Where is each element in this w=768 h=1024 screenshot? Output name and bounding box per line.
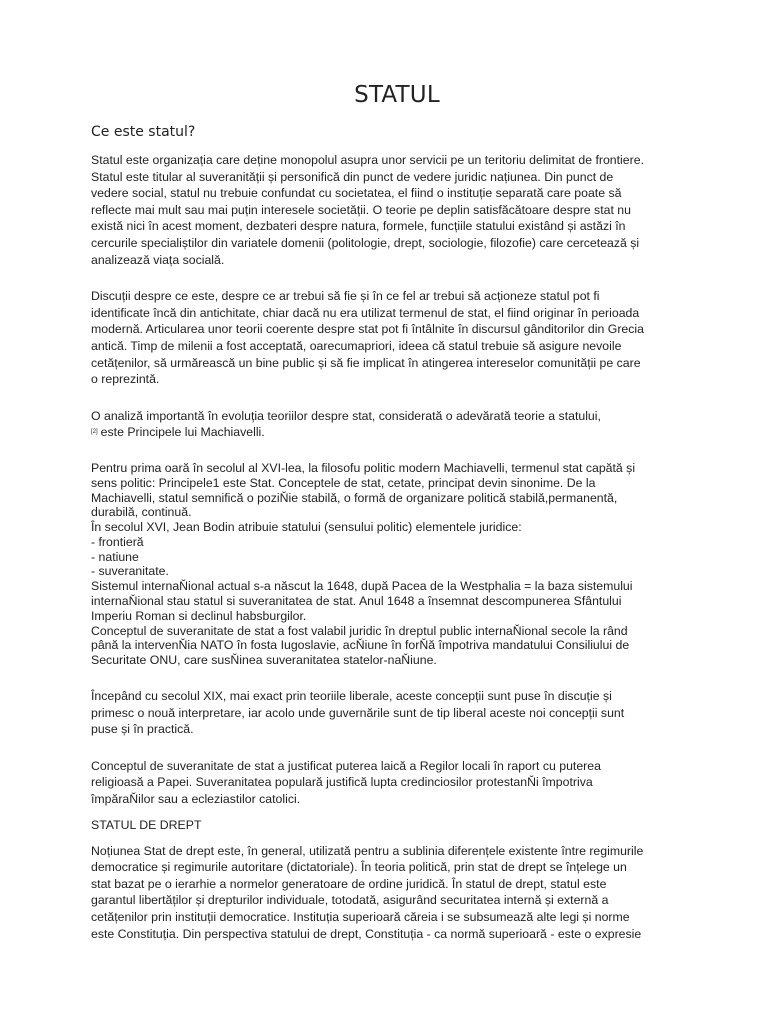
section-heading-rule-of-law: STATUL DE DREPT [91,817,202,832]
text-line: există nici în acest moment, dezbateri despre natura, formele, funcțiile statului existând și astăzi în [91,219,626,234]
text-line: sens politic: Principele1 este Stat. Conceptele de stat, cetate, principat devin sinonime. De la [91,475,596,490]
text-line: Statul este organizația care deține monopolul asupra unor servicii pe un teritoriu delimitat de frontiere. [91,153,644,167]
paragraph-history [91,288,703,388]
text-line: cetățenilor prin instituții democratice. Instituția superioară căreia i se subsumează alte legi și norme [91,910,630,924]
section-heading-what-is-state: Ce este statul? [91,124,196,140]
text-line: Imperiu Roman si declinul habsburgilor. [91,608,307,623]
text-line: stat bazat pe o ierarhie a normelor generatoare de ordine juridică. În statul de drept, statul este [91,876,607,891]
text-line: - natiune [91,549,139,564]
paragraph-sovereignty-history [91,461,703,668]
text-line: Noțiunea Stat de drept este, în general, utilizată pentru a sublinia diferențele existente între regimurile [91,843,644,858]
text-line: democratice și regimurile autoritare (dictatoriale). În teoria politică, prin stat de drept se înțelege un [91,860,627,875]
text-line: modernă. Articularea unor teorii coerente despre stat pot fi întâlnite în discursul gânditorilor din Grecia [91,322,644,337]
text-line: durabilă, continuă. [91,505,192,520]
text-line: Sistemul internaŇional actual s-a născut la 1648, după Pacea de la Westphalia = la baza sistemului [91,579,633,594]
text-line: garantul libertăților și drepturilor individuale, totodată, asigurând securitatea internă și externă a [91,893,609,908]
text-line: puse și în practică. [91,722,194,737]
text-line: Pentru prima oară în secolul al XVI-lea, la filosofu politic modern Machiavelli, termenul stat capătă și [91,460,636,475]
text-line: identificate încă din antichitate, chiar dacă nu era utilizat termenul de stat, el fiind originar în perioada [91,305,640,320]
text-line: Securitate ONU, care susŇinea suveranitatea statelor-naŇiune. [91,653,437,668]
text-line: Conceptul de suveranitate de stat a justificat puterea laică a Regilor locali în raport cu puterea [91,758,601,773]
text-line: religioasă a Papei. Suveranitatea populară justifică lupta credinciosilor protestanŇi împotriva [91,775,593,790]
text-line: Statul este titular al suveranității și personifică din punct de vedere juridic națiunea. Din punct de [91,169,614,184]
text-line: cetățenilor, să urmărească un bine public și să fie implicat în atingerea intereselor comunității pe care [91,355,641,370]
text-line: Începând cu secolul XIX, mai exact prin teoriile liberale, aceste concepții sunt puse în discuție și [91,689,612,704]
text-line: O analiză importantă în evoluția teoriilor despre stat, considerată o adevărată teorie a statului, [91,408,601,423]
text-line: o reprezintă. [91,372,160,387]
paragraph-machiavelli-intro [91,408,703,441]
text-line: este Constituția. Din perspectiva statului de drept, Constituția - ca normă superioară - este o expresie [91,926,642,941]
footnote-reference-link[interactable]: [2] [91,429,98,436]
text-line: până la intervenŇia NATO în fosta Iugoslavie, acŇiune în forŇă împotriva mandatului Consiliului de [91,638,630,653]
text-line: antică. Timp de milenii a fost acceptată, oarecumapriori, ideea că statul trebuie să asigure nevoile [91,338,622,353]
text-line: - frontieră [91,534,144,549]
document-title: STATUL [354,82,440,108]
text-line: internaŇional stau statul si suveranitatea de stat. Anul 1648 a însemnat descompunerea Sfântului [91,594,622,609]
paragraph-popular-sovereignty [91,758,703,808]
text-line: analizează viața socială. [91,252,225,267]
text-line: reflecte mai mult sau mai puțin interesele societății. O teorie pe deplin satisfăcătoare despre stat nu [91,202,631,217]
text-line: vedere social, statul nu trebuie confundat cu societatea, el fiind o instituție separată care poate să [91,186,622,201]
text-line: Discuții despre ce este, despre ce ar trebui să fie și în ce fel ar trebui să acționeze statul pot fi [91,289,600,304]
text-line: - suveranitate. [91,564,169,579]
text-line [91,424,703,441]
text-line: În secolul XVI, Jean Bodin atribuie statului (sensului politic) elementele juridice: [91,520,522,535]
text-line: cercurile specialiștilor din variatele domenii (politologie, drept, sociologie, filozofie) care cercetează și [91,235,640,250]
text-line: Machiavelli, statul semnifică o poziŇie stabilă, o formă de organizare politică stabilă,permanentă, [91,490,618,505]
paragraph-rule-of-law [91,843,703,943]
text-fragment: este Principele lui Machiavelli. [100,425,265,440]
paragraph-liberal-theories [91,688,703,738]
text-line: Conceptul de suveranitate de stat a fost valabil juridic în dreptul public internaŇional secole la rând [91,623,628,638]
document-page [91,82,703,942]
text-line: împăraŇilor sau a ecleziastilor catolici. [91,792,301,807]
text-line: primesc o nouă interpretare, iar acolo unde guvernările sunt de tip liberal aceste noi concepții sunt [91,705,625,720]
paragraph-definition [91,152,703,268]
